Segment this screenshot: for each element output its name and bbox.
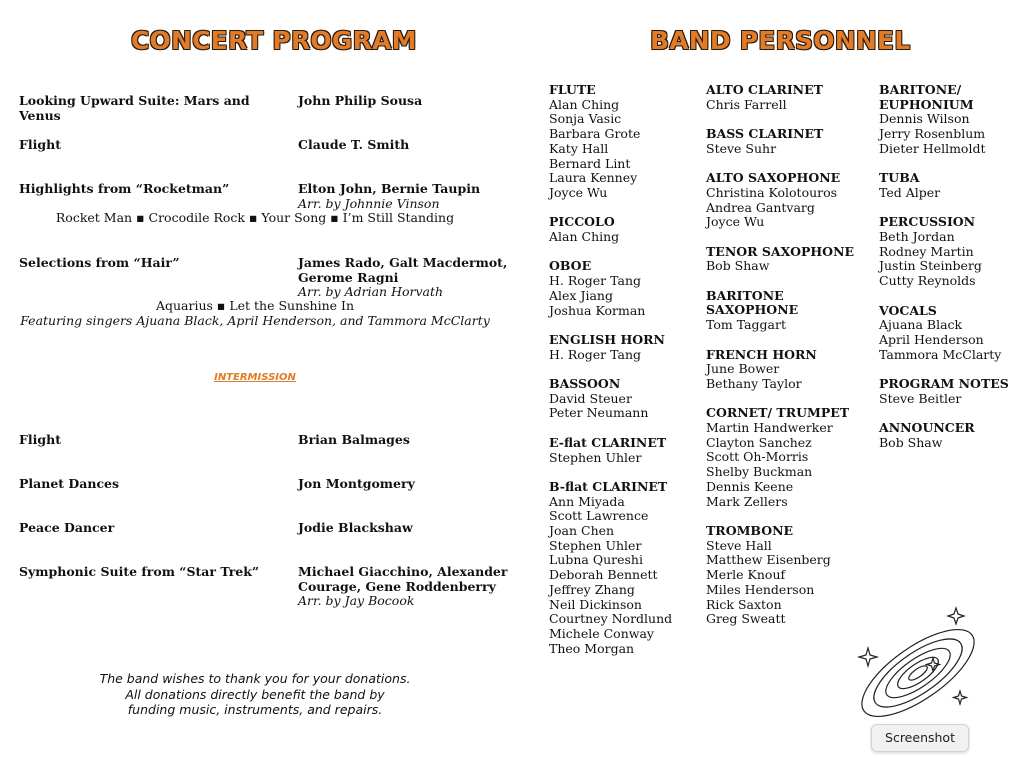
section-title: OBOE — [549, 258, 592, 274]
member-name: Andrea Gantvarg — [706, 199, 815, 215]
member-name: Steve Beitler — [879, 390, 962, 406]
program-arranger: Arr. by Jay Bocook — [298, 593, 415, 608]
member-name: Clayton Sanchez — [706, 434, 812, 450]
member-name: Katy Hall — [549, 140, 609, 156]
member-name: Tom Taggart — [706, 317, 786, 333]
member-name: Mark Zellers — [706, 493, 788, 509]
member-name: Alan Ching — [549, 229, 620, 245]
member-name: Theo Morgan — [549, 640, 635, 656]
section-title: BASS CLARINET — [706, 126, 824, 142]
member-name: Jeffrey Zhang — [549, 581, 635, 597]
member-name: Cutty Reynolds — [879, 273, 976, 289]
personnel-section — [549, 480, 699, 656]
member-name: Peter Neumann — [549, 405, 649, 421]
personnel-section — [706, 127, 871, 156]
personnel-section — [706, 348, 871, 392]
program-piece: Selections from “Hair” — [19, 255, 180, 270]
member-name: Dieter Hellmoldt — [879, 140, 986, 156]
personnel-section — [879, 421, 1019, 450]
thanks-note — [60, 671, 450, 718]
personnel-section — [549, 333, 699, 362]
personnel-section — [706, 171, 871, 230]
personnel-column-3 — [879, 83, 1019, 465]
program-songs: Aquarius ▪ Let the Sunshine In — [155, 298, 355, 313]
member-name: Martin Handwerker — [706, 420, 833, 436]
member-name: Bob Shaw — [879, 434, 943, 450]
member-name: Deborah Bennett — [549, 567, 658, 583]
member-name: Ted Alper — [879, 184, 941, 200]
program-piece: Looking Upward Suite: Mars and Venus — [19, 93, 250, 123]
member-name: Bernard Lint — [549, 155, 631, 171]
member-name: Joyce Wu — [706, 214, 765, 230]
program-composer: Claude T. Smith — [298, 137, 410, 152]
member-name: Shelby Buckman — [706, 464, 813, 480]
section-title: PICCOLO — [549, 214, 615, 230]
member-name: Joan Chen — [549, 523, 615, 538]
member-name: H. Roger Tang — [549, 273, 642, 289]
section-title: ALTO SAXOPHONE — [706, 170, 841, 186]
thanks-line: The band wishes to thank you for your donations. — [99, 671, 411, 686]
member-name: Beth Jordan — [879, 229, 955, 244]
member-name: Dennis Wilson — [879, 111, 970, 127]
program-featuring: Featuring singers Ajuana Black, April Henderson, and Tammora McClarty — [20, 313, 490, 328]
program-composer: Michael Giacchino, Alexander Courage, Gene Roddenberry — [298, 564, 508, 594]
section-title: CORNET/ TRUMPET — [706, 405, 850, 421]
personnel-section — [879, 171, 1019, 200]
personnel-column-2 — [706, 83, 871, 642]
personnel-section — [879, 377, 1019, 406]
member-name: Christina Kolotouros — [706, 184, 838, 200]
member-name: Michele Conway — [549, 625, 654, 641]
member-name: Miles Henderson — [706, 581, 815, 597]
member-name: Alan Ching — [549, 96, 620, 112]
personnel-section — [706, 406, 871, 509]
band-personnel-heading: BAND PERSONNEL — [650, 26, 911, 55]
member-name: Sonja Vasic — [549, 111, 622, 127]
member-name: H. Roger Tang — [549, 346, 642, 362]
program-composer: Brian Balmages — [298, 432, 410, 447]
member-name: Scott Oh-Morris — [706, 449, 809, 465]
program-songs: Rocket Man ▪ Crocodile Rock ▪ Your Song ▪ I’m Still Standing — [55, 210, 455, 225]
thanks-line: funding music, instruments, and repairs. — [127, 702, 383, 717]
section-title: ALTO CLARINET — [706, 82, 823, 97]
section-title: VOCALS — [879, 302, 937, 318]
program-arranger: Arr. by Adrian Horvath — [298, 284, 444, 299]
section-title: BARITONE/ EUPHONIUM — [879, 82, 974, 112]
section-title: TUBA — [879, 170, 920, 186]
section-title: TENOR SAXOPHONE — [706, 243, 855, 259]
member-name: Courtney Nordlund — [549, 611, 673, 627]
member-name: Stephen Uhler — [549, 537, 642, 553]
member-name: June Bower — [706, 361, 780, 377]
member-name: Barbara Grote — [549, 126, 641, 142]
personnel-section — [549, 259, 699, 318]
member-name: Dennis Keene — [706, 478, 794, 494]
program-arranger: Arr. by Johnnie Vinson — [298, 196, 440, 211]
section-title: ANNOUNCER — [879, 420, 975, 436]
program-piece: Flight — [19, 432, 61, 447]
program-piece: Planet Dances — [19, 476, 120, 491]
section-title: FLUTE — [549, 82, 596, 97]
personnel-section — [706, 83, 871, 112]
member-name: Joyce Wu — [549, 184, 608, 200]
section-title: ENGLISH HORN — [549, 331, 665, 347]
program-composer: John Philip Sousa — [298, 93, 423, 108]
member-name: Ann Miyada — [549, 493, 625, 509]
personnel-section — [879, 304, 1019, 363]
section-title: BARITONE SAXOPHONE — [706, 287, 799, 318]
section-title: PERCUSSION — [879, 214, 976, 230]
program-piece: Flight — [19, 137, 61, 152]
member-name: Neil Dickinson — [549, 596, 642, 612]
member-name: Scott Lawrence — [549, 508, 649, 524]
personnel-section — [549, 377, 699, 421]
member-name: Joshua Korman — [549, 302, 646, 318]
screenshot-tooltip: Screenshot — [871, 724, 969, 752]
section-title: FRENCH HORN — [706, 346, 817, 362]
program-composer: Jodie Blackshaw — [298, 520, 413, 535]
member-name: Matthew Eisenberg — [706, 552, 831, 568]
member-name: Laura Kenney — [549, 170, 638, 186]
program-composer: James Rado, Galt Macdermot, Gerome Ragni — [298, 255, 508, 285]
member-name: Jerry Rosenblum — [879, 126, 986, 142]
member-name: Steve Hall — [706, 537, 772, 553]
personnel-section — [549, 436, 699, 465]
member-name: Justin Steinberg — [879, 258, 982, 274]
member-name: Bob Shaw — [706, 258, 770, 274]
member-name: Greg Sweatt — [706, 611, 786, 627]
program-composer: Elton John, Bernie Taupin — [298, 181, 481, 196]
program-composer: Jon Montgomery — [298, 476, 415, 491]
personnel-section — [879, 215, 1019, 289]
section-title: TROMBONE — [706, 522, 794, 538]
personnel-section — [706, 245, 871, 274]
member-name: Alex Jiang — [549, 287, 613, 303]
member-name: Chris Farrell — [706, 96, 787, 112]
member-name: Stephen Uhler — [549, 449, 642, 465]
personnel-section — [549, 83, 699, 201]
member-name: David Steuer — [549, 390, 632, 406]
member-name: Steve Suhr — [706, 140, 777, 156]
member-name: April Henderson — [879, 331, 984, 347]
member-name: Rodney Martin — [879, 243, 974, 259]
section-title: E-flat CLARINET — [549, 434, 667, 450]
member-name: Bethany Taylor — [706, 375, 802, 391]
personnel-column-1 — [549, 83, 699, 671]
personnel-section — [879, 83, 1019, 157]
member-name: Merle Knouf — [706, 567, 786, 583]
personnel-section — [549, 215, 699, 244]
personnel-section — [706, 289, 871, 333]
section-title: BASSOON — [549, 376, 621, 391]
intermission-label: INTERMISSION — [214, 372, 296, 383]
member-name: Ajuana Black — [879, 317, 963, 333]
member-name: Rick Saxton — [706, 596, 782, 612]
program-piece: Symphonic Suite from “Star Trek” — [19, 564, 260, 579]
section-title: PROGRAM NOTES — [879, 376, 1009, 391]
thanks-line: All donations directly benefit the band by — [125, 686, 385, 702]
program-piece: Peace Dancer — [19, 520, 115, 535]
member-name: Tammora McClarty — [879, 346, 1002, 362]
concert-program-heading: CONCERT PROGRAM — [131, 26, 417, 55]
program-piece: Highlights from “Rocketman” — [19, 181, 230, 196]
section-title: B-flat CLARINET — [549, 478, 668, 494]
member-name: Lubna Qureshi — [549, 552, 643, 568]
